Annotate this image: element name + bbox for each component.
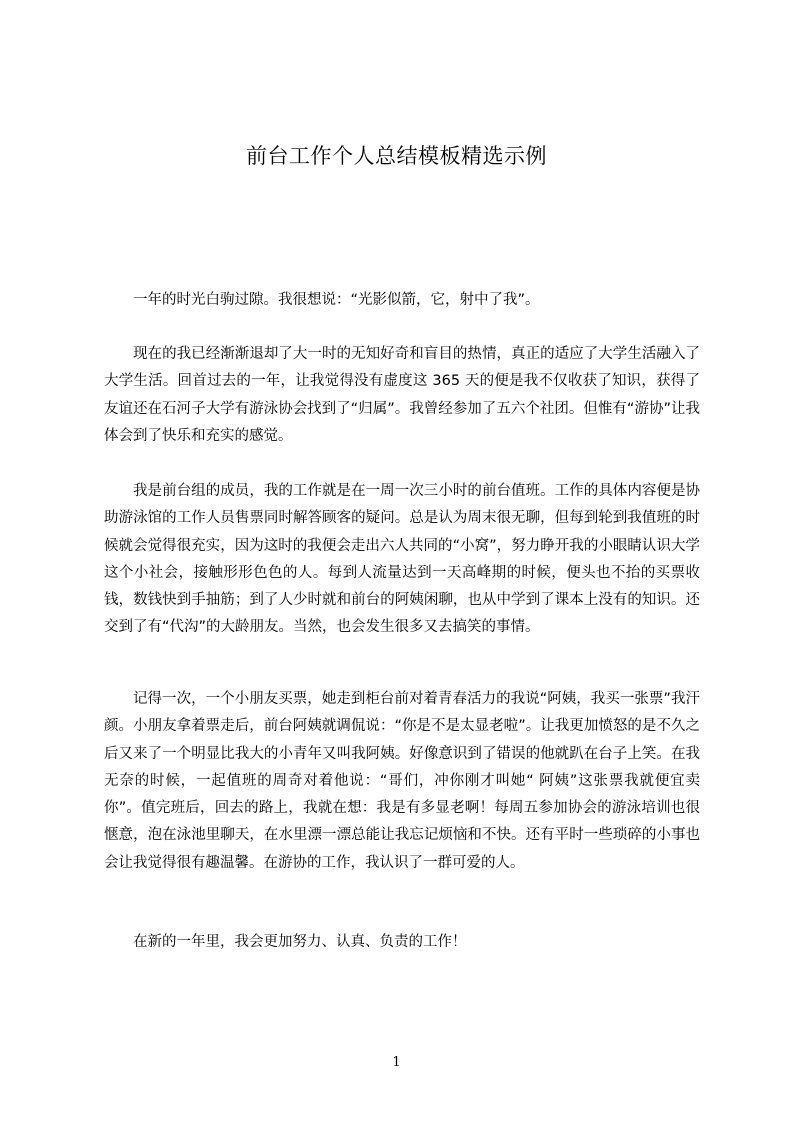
page-number: 1 (392, 1055, 401, 1070)
paragraph-1: 一年的时光白驹过隙。我很想说：“光影似箭，它，射中了我”。 (133, 292, 540, 308)
paragraph-2: 现在的我已经渐渐退却了大一时的无知好奇和盲目的热情，真正的适应了大学生活融入了大学生活。回首过去的一年，让我觉得没有虚度这 365 天的便是我不仅收获了知识，获得了友谊还在石河子大学有游泳协会找到了“归属”。我曾经参加了五六个社团。但惟有“游协”让我体会到了快乐和充实的感觉。 (104, 346, 700, 444)
paragraph-5: 在新的一年里，我会更加努力、认真、负责的工作！ (133, 934, 467, 950)
paragraph-3: 我是前台组的成员，我的工作就是在一周一次三小时的前台值班。工作的具体内容便是协助游泳馆的工作人员售票同时解答顾客的疑问。总是认为周末很无聊，但每到轮到我值班的时候就会觉得很充实，因为这时的我便会走出六人共同的“小窝”，努力睁开我的小眼睛认识大学这个小社会，接触形形色色的人。每到人流量达到一天高峰期的时候，便头也不抬的买票收钱，数钱快到手抽筋；到了人少时就和前台的阿姨闲聊，也从中学到了课本上没有的知识。还交到了有“代沟”的大龄朋友。当然，也会发生很多又去搞笑的事情。 (104, 483, 700, 636)
document-title: 前台工作个人总结模板精选示例 (246, 144, 547, 168)
paragraph-4: 记得一次，一个小朋友买票，她走到柜台前对着青春活力的我说“阿姨，我买一张票”我汗颜。小朋友拿着票走后，前台阿姨就调侃说：“你是不是太显老啦”。让我更加愤怒的是不久之后又来了一个明显比我大的小青年又叫我阿姨。好像意识到了错误的他就趴在台子上笑。在我无奈的时候，一起值班的周奇对着他说：“哥们，冲你刚才叫她“ 阿姨”这张票我就便宜卖你”。值完班后，回去的路上，我就在想：我是有多显老啊！每周五参加协会的游泳培训也很惬意，泡在泳池里聊天，在水里漂一漂总能让我忘记烦恼和不快。还有平时一些琐碎的小事也会让我觉得很有趣温馨。在游协的工作，我认识了一群可爱的人。 (104, 691, 700, 871)
